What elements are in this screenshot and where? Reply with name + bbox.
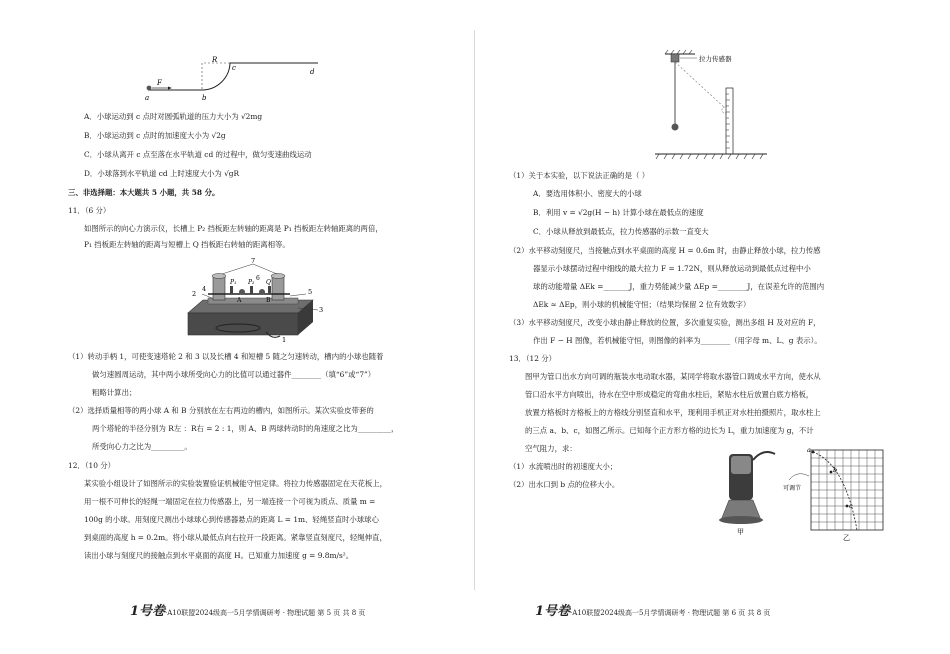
label-c: c <box>232 64 236 72</box>
point-a-label: a <box>807 446 811 454</box>
q12-sub2-line4: ΔEk ≈ ΔEp，则小球的机械能守恒；（结果均保留 2 位有效数字） <box>533 300 751 309</box>
point-c-label: c <box>849 502 853 510</box>
label-a: a <box>145 94 150 102</box>
q11-intro-line1: 如图所示的向心力演示仪，长槽上 P₂ 挡板距左转轴的距离是 P₁ 挡板距左转轴距离的两倍， <box>84 224 383 233</box>
fig-yi-label: 乙 <box>843 534 850 542</box>
fig11-label-6: 6 <box>256 275 260 282</box>
q12-sub1: （1）关于本实验，以下说法正确的是（ ） <box>509 171 650 180</box>
q13-intro-line5: 空气阻力，求： <box>525 444 577 453</box>
label-F: F <box>157 79 162 87</box>
water-dispenser-figure <box>715 446 785 536</box>
q12-intro-line5: 读出小球与刻度尺的接触点到水平桌面的高度 H。已知重力加速度 g = 9.8m/s²。 <box>84 551 354 560</box>
q12-sub1-option-C: C．小球从释放到最低点，拉力传感器的示数一直变大 <box>533 227 709 236</box>
q13-intro-line4: 的三点 a、b、c，如图乙所示。已知每个正方形方格的边长为 L，重力加速度为 g，不计 <box>525 426 814 435</box>
q12-sub1-option-B: B．利用 v = √2g(H − h) 计算小球在最低点的速度 <box>533 208 704 217</box>
q11-sub2-line3: 所受向心力之比为_________。 <box>92 442 192 451</box>
centripetal-apparatus-figure <box>178 258 328 348</box>
left-footer <box>130 603 365 622</box>
q11-sub1-line3: 粗略计算出； <box>92 388 137 397</box>
q13-intro-line1: 图甲为管口出水方向可调的瓶装水电动取水器，某同学将取水器管口调成水平方向，使水从 <box>525 372 821 381</box>
q13-part2: （2）出水口到 b 点的位移大小。 <box>509 480 620 489</box>
q11-sub1-line2: 做匀速圆周运动，其中两小球所受向心力的比值可以通过器件________（填“6”或“7”） <box>92 370 376 379</box>
q12-intro-line2: 用一根不可伸长的轻绳一端固定在拉力传感器上，另一端连接一个可视为质点、质量 m = <box>84 497 376 506</box>
fig11-label-4: 4 <box>202 285 207 293</box>
q12-intro-line3: 100g 的小球。用刻度尺测出小球球心到传感器悬点的距离 L = 1m、轻绳竖直时小球球心 <box>84 515 379 524</box>
track-figure <box>140 58 330 106</box>
q13-intro-line3: 放置方格板时方格板上的方格线分别竖直和水平，现利用手机正对水柱拍摄照片，取水柱上 <box>525 408 821 417</box>
q11-head: 11．（6 分） <box>68 206 111 215</box>
grid-trajectory-figure <box>785 446 895 542</box>
q12-head: 12．（10 分） <box>68 461 116 470</box>
fig-jia-label: 甲 <box>737 528 744 536</box>
fig11-label-P1: P₁ <box>230 279 237 286</box>
q12-sub2-line2: 器显示小球摆动过程中细线的最大拉力 F = 1.72N，则从释放运动到最低点过程中小 <box>533 264 811 273</box>
footer-text: ·A10联盟2024级高一5月学情调研考 · 物理试题 第 5 页 共 8 页 <box>165 609 366 617</box>
right-footer <box>535 603 770 622</box>
fig11-label-P2: P₂ <box>248 279 255 286</box>
q13-part1: （1）水流喷出时的初速度大小； <box>509 462 618 471</box>
footer-logo-right: 1号卷 <box>535 604 571 619</box>
fig11-label-3: 3 <box>319 306 324 314</box>
q12-sub3-line2: 作出 F − H 图像，若机械能守恒，则图像的斜率为________（用字母 m、L、g 表示）。 <box>533 336 822 345</box>
option-D-prev: D．小球落到水平轨道 cd 上时速度大小为 √gR <box>84 169 240 178</box>
fig11-label-2: 2 <box>192 290 197 298</box>
section-title: 三、非选择题：本大题共 5 小题，共 58 分。 <box>68 188 220 197</box>
label-R: R <box>212 56 218 64</box>
q12-sub2-line1: （2）水平移动刻度尺，当接触点到水平桌面的高度 H = 0.6m 时，由静止释放小球，拉力传感 <box>509 246 821 255</box>
footer-text-right: ·A10联盟2024级高一5月学情调研考 · 物理试题 第 6 页 共 8 页 <box>570 609 771 617</box>
fig11-label-1: 1 <box>282 336 287 344</box>
q12-intro-line4: 到桌面的高度 h = 0.2m。将小球从最低点向右拉开一段距离。紧靠竖直刻度尺，轻绳伸直， <box>84 533 387 542</box>
q11-sub2-line1: （2）选择质量相等的两小球 A 和 B 分别放在左右两边的槽内，如图所示。某次实验皮带套的 <box>68 406 374 415</box>
point-b-label: b <box>833 466 838 474</box>
label-b: b <box>202 94 207 102</box>
q12-sub2-line3: 球的动能增量 ΔEk =_______J，重力势能减少量 ΔEp =________J，在误差允许的范围内 <box>533 282 825 291</box>
label-d: d <box>310 68 315 76</box>
q13-head: 13．（12 分） <box>509 354 557 363</box>
fig11-label-B: B <box>266 297 271 304</box>
fig11-label-Q: Q <box>266 279 271 286</box>
q11-sub1-line1: （1）转动手柄 1，可使变速塔轮 2 和 3 以及长槽 4 和短槽 5 随之匀速转动，槽内的小球也随着 <box>68 352 384 361</box>
q13-intro-line2: 管口沿水平方向喷出，待水在空中形成稳定的弯曲水柱后，紧贴水柱后放置白底方格板， <box>525 390 814 399</box>
option-B-prev: B．小球运动到 c 点时的加速度大小为 √2g <box>84 131 226 140</box>
pendulum-sensor-figure <box>655 50 785 162</box>
fig11-label-A: A <box>237 297 242 304</box>
fig11-label-7: 7 <box>251 257 256 265</box>
q11-sub2-line2: 两个塔轮的半径分别为 R左 ：R右 = 2 : 1，则 A、B 两球转动时的角速度之比为_________， <box>92 424 399 433</box>
sensor-label: 拉力传感器 <box>699 55 732 63</box>
fig11-label-5: 5 <box>308 288 313 296</box>
fig-tiao-label: 可调节 <box>783 485 802 492</box>
q11-intro-line2: P₁ 挡板距左转轴的距离与短槽上 Q 挡板距右转轴的距离相等。 <box>84 240 290 249</box>
q12-sub1-option-A: A．要选用体积小、密度大的小球 <box>533 189 642 198</box>
q12-intro-line1: 某实验小组设计了如图所示的实验装置验证机械能守恒定律。将拉力传感器固定在天花板上， <box>84 479 388 488</box>
right-page <box>475 0 950 654</box>
option-C-prev: C．小球从离开 c 点至落在水平轨道 cd 的过程中，做匀变速曲线运动 <box>84 150 312 159</box>
footer-logo: 1号卷 <box>130 604 166 619</box>
option-A-prev: A．小球运动到 c 点时对圆弧轨道的压力大小为 √2mg <box>84 112 263 121</box>
q12-sub3-line1: （3）水平移动刻度尺，改变小球由静止释放的位置，多次重复实验，测出多组 H 及对应的 F， <box>509 318 821 327</box>
